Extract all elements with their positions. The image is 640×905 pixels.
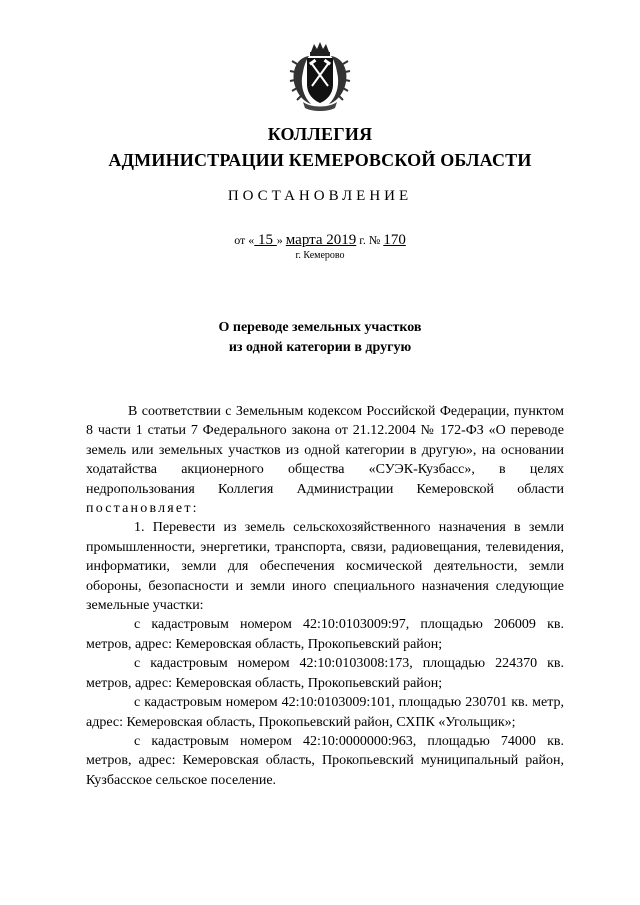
parcel-item: с кадастровым номером 42:10:0103008:173, площадью 224370 кв. метров, адрес: Кемеровская область, Прокопьевский район;	[86, 656, 564, 691]
coat-of-arms-icon	[289, 40, 351, 112]
parcel-item: с кадастровым номером 42:10:0000000:963, площадью 74000 кв. метров, адрес: Кемеровская область, Прокопьевский муниципальный район, Кузбасское сельское поселение.	[86, 733, 564, 788]
document-subject	[0, 318, 640, 358]
parcel-item: с кадастровым номером 42:10:0103009:101, площадью 230701 кв. метр, адрес: Кемеровская область, Прокопьевский район, СХПК «Угольщик»;	[86, 695, 564, 730]
date-year-suffix: г. №	[356, 233, 381, 247]
parcel-item: с кадастровым номером 42:10:0103009:97, площадью 206009 кв. метров, адрес: Кемеровская область, Прокопьевский район;	[86, 617, 564, 652]
org-title-line1: КОЛЛЕГИЯ	[267, 124, 373, 144]
date-line	[0, 232, 640, 249]
date-month-year: марта 2019	[285, 232, 357, 248]
preamble-paragraph	[86, 402, 564, 518]
date-day: 15	[254, 232, 277, 248]
city: г. Кемерово	[295, 250, 345, 261]
resolves-word: постановляет:	[86, 501, 199, 517]
item-1-paragraph: 1. Перевести из земель сельскохозяйственного назначения в земли промышленности, энергетики, транспорта, связи, радиовещания, телевидения, информатики, земли для обеспечения космической деятельности, земли обороны, безопасности и земли иного специального назначения следующие земельные участки:	[86, 520, 564, 614]
document-type: ПОСТАНОВЛЕНИЕ	[227, 188, 413, 204]
date-mid: »	[276, 233, 286, 247]
document-body	[86, 402, 564, 790]
date-prefix: от «	[234, 233, 255, 247]
subject-line1: О переводе земельных участков	[218, 320, 422, 335]
preamble-text: В соответствии с Земельным кодексом Российской Федерации, пунктом 8 части 1 статьи 7 Федерального закона от 21.12.2004 № 172-ФЗ «О переводе земель или земельных участков из одной категории в другую», на основании ходатайства акционерного общества «СУЭК-Кузбасс», в целях недропользования Коллегия Администрации Кемеровской области	[86, 404, 564, 497]
document-number: 170	[383, 232, 406, 248]
org-title-line2: АДМИНИСТРАЦИИ КЕМЕРОВСКОЙ ОБЛАСТИ	[108, 150, 532, 170]
subject-line2: из одной категории в другую	[228, 340, 412, 355]
